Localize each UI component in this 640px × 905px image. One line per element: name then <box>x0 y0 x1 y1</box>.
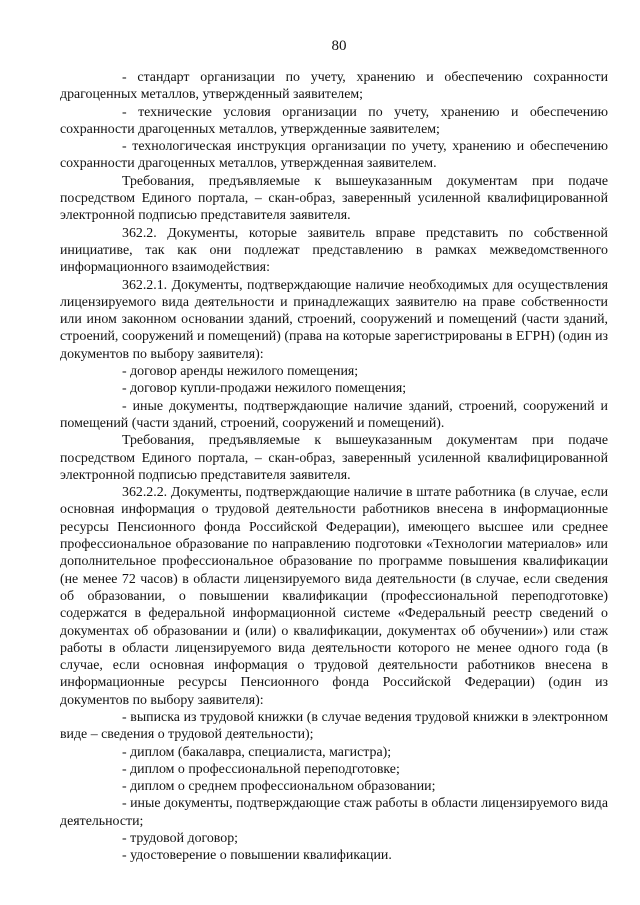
list-item: - иные документы, подтверждающие наличие зданий, строений, сооружений и помещений (части зданий, строений, сооружений и помещений). <box>60 398 608 431</box>
list-item: - удостоверение о повышении квалификации. <box>122 848 392 864</box>
paragraph: Требования, предъявляемые к вышеуказанным документам при подаче посредством Единого портала, – скан-образ, заверенный усиленной квалифицированной электронной подписью представителя заявителя. <box>60 173 608 224</box>
list-item: - договор купли-продажи нежилого помещения; <box>122 381 407 397</box>
list-item: - технические условия организации по учету, хранению и обеспечению сохранности драгоценных металлов, утвержденные заявителем; <box>60 104 608 137</box>
paragraph: 362.2.2. Документы, подтверждающие наличие в штате работника (в случае, если основная информация о трудовой деятельности работников внесена в информационные ресурсы Пенсионного фонда Российской Федерации), имеющего высшее или среднее профессиональное образование по направлению подготовки «Технологии материалов» или дополнительное профессиональное образование по программе повышения квалификации (не менее 72 часов) в области лицензируемого вида деятельности (в случае, если сведения об образовании, о повышении квалификации (профессиональной переподготовке) содержатся в федеральной информационной системе «Федеральный реестр сведений о документах об образовании и (или) о квалификации, документах об обучении») или стаж работы в области лицензируемого вида деятельности которого не менее одного года (в случае, если основная информация о трудовой деятельности работников внесена в информационные ресурсы Пенсионного фонда Российской Федерации) (один из документов по выбору заявителя): <box>60 485 608 708</box>
page-number: 80 <box>331 38 347 54</box>
document-body <box>60 69 608 865</box>
paragraph: Требования, предъявляемые к вышеуказанным документам при подаче посредством Единого портала, – скан-образ, заверенный усиленной квалифицированной электронной подписью представителя заявителя. <box>60 433 608 483</box>
list-item: - технологическая инструкция организации по учету, хранению и обеспечению сохранности драгоценных металлов, утвержденная заявителем. <box>60 139 608 172</box>
list-item: - трудовой договор; <box>122 831 239 847</box>
list-item: - выписка из трудовой книжки (в случае ведения трудовой книжки в электронном виде – сведения о трудовой деятельности); <box>60 709 608 743</box>
list-item: - диплом о профессиональной переподготовке; <box>122 761 400 777</box>
list-item: - иные документы, подтверждающие стаж работы в области лицензируемого вида деятельности; <box>60 796 608 829</box>
list-item: - стандарт организации по учету, хранению и обеспечению сохранности драгоценных металлов, утвержденный заявителем; <box>60 70 608 103</box>
paragraph: 362.2.1. Документы, подтверждающие наличие необходимых для осуществления лицензируемого вида деятельности и принадлежащих заявителю на праве собственности или ином законном основании зданий, строений, сооружений и помещений (части зданий, строений, сооружений и помещений) (права на которые зарегистрированы в ЕГРН) (один из документов по выбору заявителя): <box>60 277 608 362</box>
paragraph: 362.2. Документы, которые заявитель вправе представить по собственной инициативе, так как они подлежат представлению в рамках межведомственного информационного взаимодействия: <box>60 225 608 276</box>
list-item: - диплом (бакалавра, специалиста, магистра); <box>122 744 392 760</box>
list-item: - договор аренды нежилого помещения; <box>122 364 359 380</box>
list-item: - диплом о среднем профессиональном образовании; <box>122 779 436 795</box>
